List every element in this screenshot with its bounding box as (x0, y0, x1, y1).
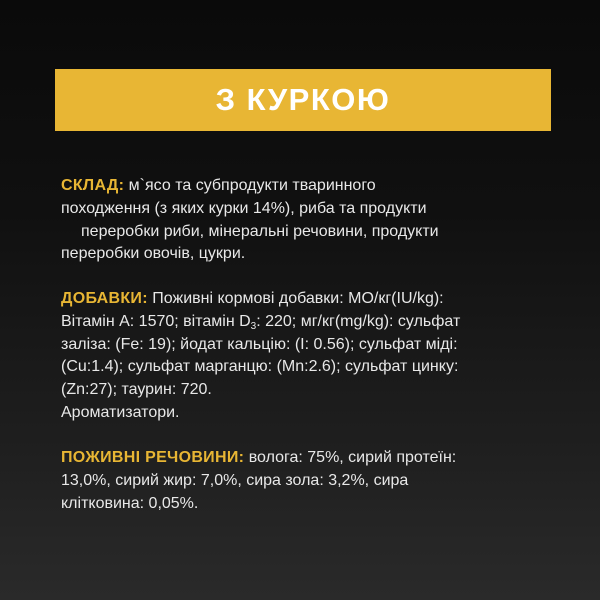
additives-text-2b: : 220; мг/кг(mg/kg): сульфат (256, 312, 461, 330)
additives-text-2a: Вітамін А: 1570; вітамін D (61, 312, 251, 330)
additives-text-1: Поживні кормові добавки: МО/кг(IU/kg): (147, 290, 444, 307)
additives-line-5: (Zn:27); таурин: 720. (61, 381, 212, 399)
composition-section (61, 175, 551, 266)
composition-line-1 (61, 175, 551, 198)
nutrients-label: ПОЖИВНІ РЕЧОВИНИ: (61, 449, 245, 466)
composition-line-2: походження (з яких курки 14%), риба та продукти (61, 199, 427, 217)
nutrients-line-1 (61, 447, 551, 470)
composition-text-1: м`ясо та субпродукти тваринного (124, 177, 376, 194)
additives-line-4: (Cu:1.4); сульфат марганцю: (Mn:2.6); сульфат цинку: (61, 358, 459, 376)
nutrients-line-2: 13,0%, сирий жир: 7,0%, сира зола: 3,2%, сира (61, 471, 409, 489)
additives-line-6: Ароматизатори. (61, 403, 180, 421)
composition-label: СКЛАД: (61, 177, 125, 194)
additives-line-1 (61, 288, 551, 311)
nutrients-section (61, 447, 551, 515)
composition-line-4: переробки овочів, цукри. (61, 245, 246, 263)
title-banner (55, 69, 551, 131)
additives-section (61, 288, 551, 425)
additives-label: ДОБАВКИ: (61, 290, 148, 307)
additives-line-3: заліза: (Fe: 19); йодат кальцію: (I: 0.56); сульфат міді: (61, 335, 458, 353)
nutrients-text-1: волога: 75%, сирий протеїн: (244, 449, 457, 466)
composition-line-3: переробки риби, мінеральні речовини, продукти (81, 222, 439, 240)
additives-line-2 (61, 311, 551, 334)
banner-title: З КУРКОЮ (215, 82, 391, 117)
nutrients-line-3: клітковина: 0,05%. (61, 494, 199, 512)
vitamin-d-subscript: 3 (250, 320, 257, 332)
